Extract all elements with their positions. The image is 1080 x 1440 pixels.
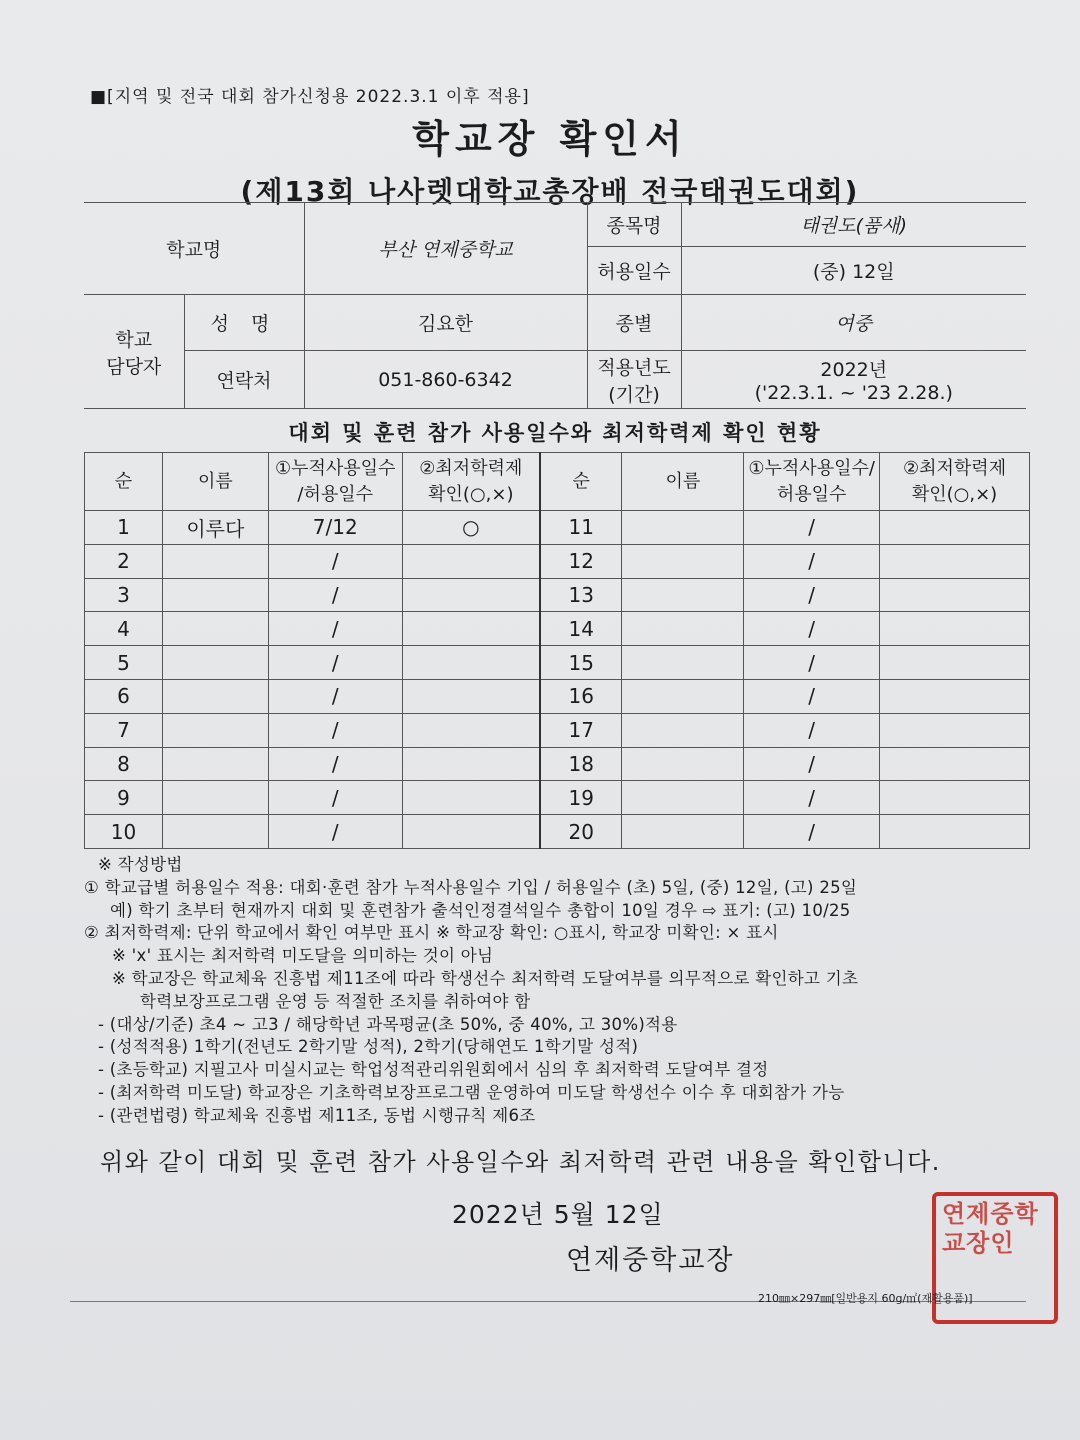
header-days-left: [268, 453, 402, 511]
header-min-right: [880, 453, 1030, 511]
row-name: [622, 544, 744, 578]
row-days: /: [268, 612, 402, 646]
instruction-line: - (최저학력 미도달) 학교장은 기초학력보장프로그램 운영하여 미도달 학생선수 이수 후 대회참가 가능: [98, 1082, 845, 1102]
document-subtitle: (제13회 나사렛대학교총장배 전국태권도대회): [240, 175, 860, 208]
row-no: 16: [540, 679, 622, 713]
row-name: [162, 612, 268, 646]
name-label: 성 명: [184, 295, 304, 351]
row-name: [622, 713, 744, 747]
row-name: [622, 646, 744, 680]
row-days: 7/12: [268, 511, 402, 545]
instructions: [84, 854, 1044, 1128]
row-days: /: [744, 713, 880, 747]
header-min-left-line2: 확인(○,×): [428, 483, 514, 505]
instruction-line: ※ 학교장은 학교체육 진흥법 제11조에 따라 학생선수 최저학력 도달여부를 의무적으로 확인하고 기초: [112, 968, 859, 988]
row-min: [402, 578, 540, 612]
row-no: 11: [540, 511, 622, 545]
row-days: /: [744, 646, 880, 680]
table-row: [85, 713, 1030, 747]
row-min: [880, 646, 1030, 680]
row-name: [622, 747, 744, 781]
row-name: [622, 781, 744, 815]
instruction-line: - (성적적용) 1학기(전년도 2학기말 성적), 2학기(당해연도 1학기말 성적): [98, 1037, 639, 1057]
table-row: [85, 747, 1030, 781]
category-value: 여중: [681, 295, 1026, 351]
row-no: 19: [540, 781, 622, 815]
header-days-left-line2: /허용일수: [297, 483, 374, 505]
school-value: 부산 연제중학교: [304, 203, 587, 295]
row-name: 이루다: [162, 511, 268, 545]
manager-label: [84, 295, 184, 409]
row-days: /: [268, 578, 402, 612]
header-min-left: [402, 453, 540, 511]
row-no: 18: [540, 747, 622, 781]
row-min: [402, 781, 540, 815]
row-name: [622, 511, 744, 545]
usage-section-title: 대회 및 훈련 참가 사용일수와 최저학력제 확인 현황: [288, 421, 822, 445]
header-min-right-line2: 확인(○,×): [911, 483, 998, 505]
header-name-right: 이름: [622, 453, 744, 511]
row-min: [880, 713, 1030, 747]
row-name: [162, 679, 268, 713]
header-min-left-line1: ②최저학력제: [419, 457, 523, 479]
allowed-days-label: 허용일수: [587, 247, 681, 295]
issue-date: 2022년 5월 12일: [452, 1200, 664, 1229]
row-days: /: [268, 747, 402, 781]
row-name: [162, 713, 268, 747]
row-name: [622, 612, 744, 646]
row-min: [402, 544, 540, 578]
row-no: 20: [540, 815, 622, 849]
instruction-line: - (관련법령) 학교체육 진흥법 제11조, 동법 시행규칙 제6조: [98, 1105, 536, 1125]
row-no: 1: [85, 511, 163, 545]
row-no: 14: [540, 612, 622, 646]
row-min: [402, 646, 540, 680]
allowed-days-value: (중) 12일: [681, 247, 1026, 295]
contact-label: 연락처: [184, 351, 304, 409]
period-range: ('22.3.1. ~ '23 2.28.): [754, 382, 953, 404]
instruction-line: - (대상/기준) 초4 ~ 고3 / 해당학년 과목평균(초 50%, 중 40%, 고 30%)적용: [98, 1014, 678, 1034]
header-min-right-line1: ②최저학력제: [903, 457, 1007, 479]
table-row: [85, 646, 1030, 680]
header-days-right: [744, 453, 880, 511]
row-no: 9: [85, 781, 163, 815]
manager-label-line2: 담당자: [106, 355, 162, 378]
table-row: [85, 781, 1030, 815]
principal-signature-label: 연제중학교장: [566, 1245, 735, 1276]
instructions-heading: ※ 작성방법: [98, 855, 183, 874]
event-value: 태권도(품새): [681, 203, 1026, 247]
row-name: [162, 578, 268, 612]
row-name: [622, 679, 744, 713]
row-min: [880, 511, 1030, 545]
row-no: 8: [85, 747, 163, 781]
period-label: [587, 351, 681, 409]
row-days: /: [744, 511, 880, 545]
school-info-table: [84, 202, 1026, 409]
row-min: [880, 747, 1030, 781]
row-name: [622, 578, 744, 612]
instruction-line: 학력보장프로그램 운영 등 적절한 조치를 취하여야 함: [140, 991, 531, 1011]
row-name: [162, 781, 268, 815]
row-no: 4: [85, 612, 163, 646]
row-name: [162, 815, 268, 849]
row-days: /: [268, 646, 402, 680]
form-header-note: ■[지역 및 전국 대회 참가신청용 2022.3.1 이후 적용]: [90, 87, 530, 107]
row-days: /: [744, 612, 880, 646]
paper-size-note: 210㎜×297㎜[일반용지 60g/㎡(재활용품)]: [758, 1292, 973, 1305]
row-min: [402, 612, 540, 646]
row-days: /: [268, 679, 402, 713]
instruction-line: ② 최저학력제: 단위 학교에서 확인 여부만 표시 ※ 학교장 확인: ○표시, 학교장 미확인: × 표시: [84, 923, 779, 943]
usage-table: [84, 452, 1030, 849]
row-no: 3: [85, 578, 163, 612]
instruction-line: - (초등학교) 지필고사 미실시교는 학업성적관리위원회에서 심의 후 최저학력 도달여부 결정: [98, 1060, 769, 1080]
row-days: /: [268, 713, 402, 747]
instruction-line: ※ 'x' 표시는 최저학력 미도달을 의미하는 것이 아님: [112, 946, 494, 966]
row-min: ○: [402, 511, 540, 545]
row-name: [162, 747, 268, 781]
row-min: [880, 781, 1030, 815]
row-days: /: [268, 815, 402, 849]
row-min: [402, 679, 540, 713]
row-no: 5: [85, 646, 163, 680]
row-no: 13: [540, 578, 622, 612]
header-days-right-line1: ①누적사용일수/: [748, 457, 875, 479]
row-no: 7: [85, 713, 163, 747]
seal-text: 연제중학교장인: [942, 1200, 1039, 1257]
header-days-right-line2: 허용일수: [776, 483, 847, 505]
row-no: 10: [85, 815, 163, 849]
header-no-left: 순: [85, 453, 163, 511]
contact-value: 051-860-6342: [304, 351, 587, 409]
period-label-line2: (기간): [608, 383, 660, 406]
header-days-left-line1: ①누적사용일수: [274, 457, 396, 479]
row-days: /: [744, 544, 880, 578]
row-no: 15: [540, 646, 622, 680]
table-row: [85, 511, 1030, 545]
row-no: 6: [85, 679, 163, 713]
row-min: [402, 713, 540, 747]
row-min: [880, 612, 1030, 646]
row-name: [162, 544, 268, 578]
confirmation-statement: 위와 같이 대회 및 훈련 참가 사용일수와 최저학력 관련 내용을 확인합니다.: [100, 1148, 941, 1176]
name-value: 김요한: [304, 295, 587, 351]
row-no: 12: [540, 544, 622, 578]
row-no: 17: [540, 713, 622, 747]
table-row: [85, 679, 1030, 713]
row-min: [880, 544, 1030, 578]
row-name: [162, 646, 268, 680]
table-row: [85, 544, 1030, 578]
period-label-line1: 적용년도: [597, 356, 671, 379]
row-min: [402, 815, 540, 849]
row-days: /: [268, 781, 402, 815]
row-min: [402, 747, 540, 781]
instruction-line: 예) 학기 초부터 현재까지 대회 및 훈련참가 출석인정결석일수 총합이 10일 경우 ⇨ 표기: (고) 10/25: [110, 900, 851, 920]
table-row: [85, 612, 1030, 646]
row-days: /: [744, 679, 880, 713]
document-title: 학교장 확인서: [412, 117, 688, 161]
row-min: [880, 679, 1030, 713]
event-label: 종목명: [587, 203, 681, 247]
table-row: [85, 578, 1030, 612]
table-row: [85, 815, 1030, 849]
header-no-right: 순: [540, 453, 622, 511]
period-value: [681, 351, 1026, 409]
row-days: /: [744, 815, 880, 849]
row-days: /: [268, 544, 402, 578]
period-year: 2022년: [820, 359, 888, 381]
row-days: /: [744, 578, 880, 612]
row-min: [880, 578, 1030, 612]
instruction-line: ① 학교급별 허용일수 적용: 대회·훈련 참가 누적사용일수 기입 / 허용일수 (초) 5일, (중) 12일, (고) 25일: [84, 877, 858, 897]
header-name-left: 이름: [162, 453, 268, 511]
row-days: /: [744, 747, 880, 781]
category-label: 종별: [587, 295, 681, 351]
row-days: /: [744, 781, 880, 815]
manager-label-line1: 학교: [115, 328, 153, 351]
row-no: 2: [85, 544, 163, 578]
row-name: [622, 815, 744, 849]
row-min: [880, 815, 1030, 849]
school-label: 학교명: [84, 203, 304, 295]
